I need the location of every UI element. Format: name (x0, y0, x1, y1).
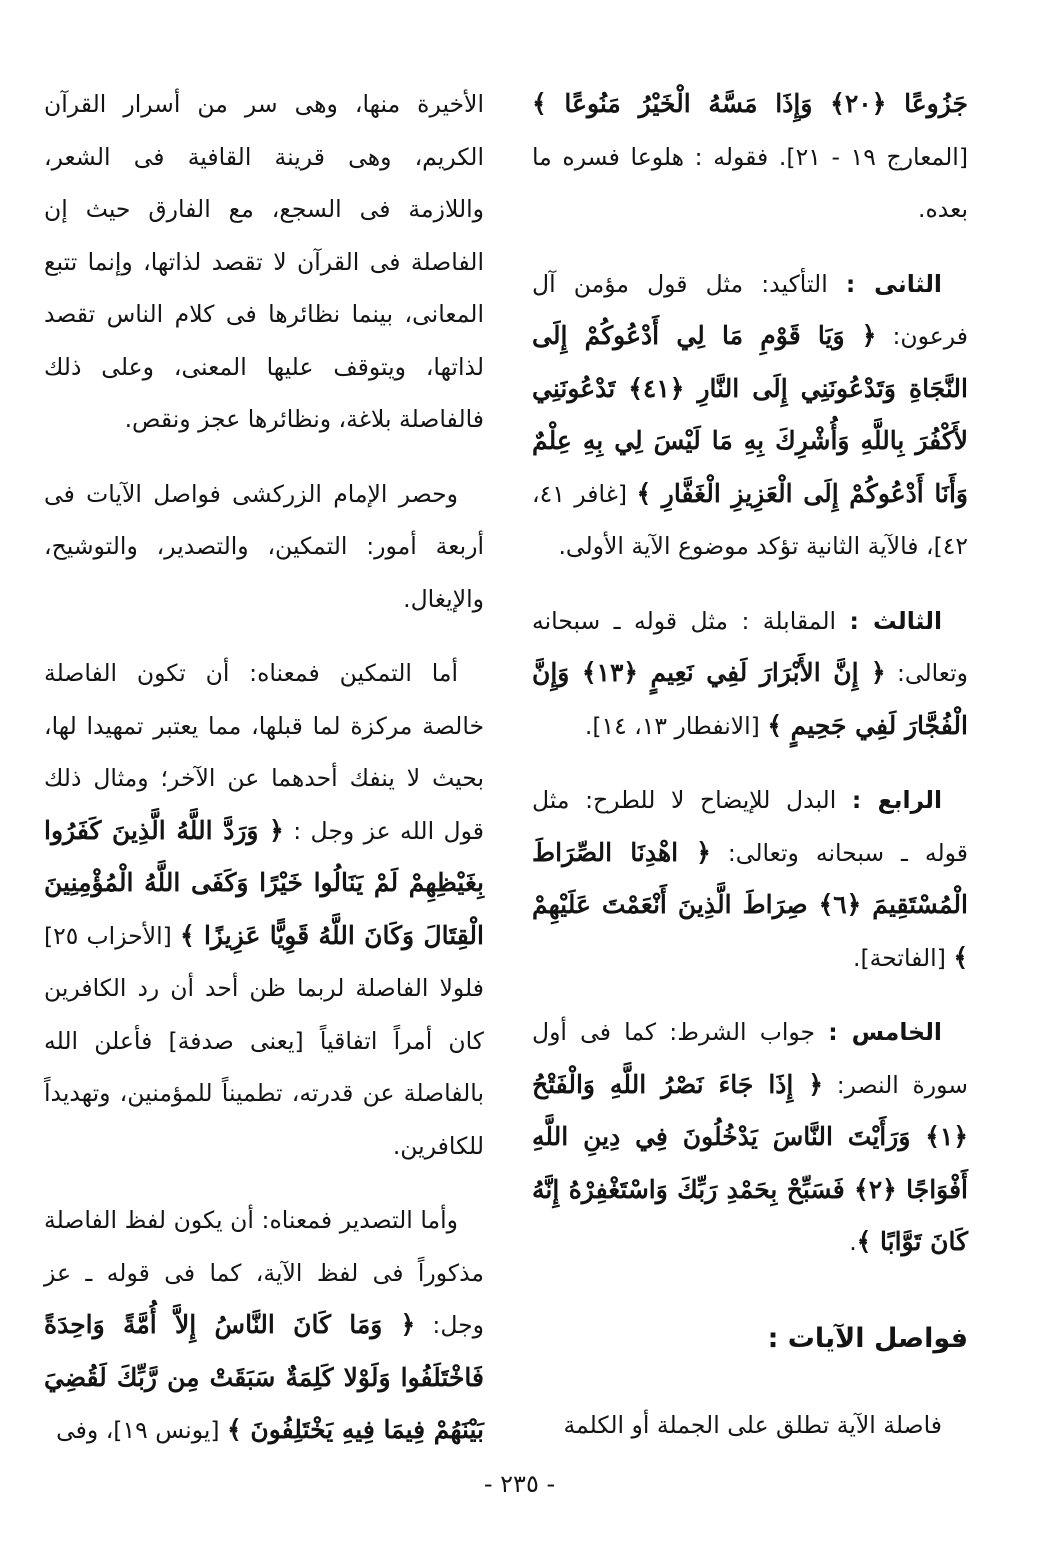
quran-quote: ﴿ إِذَا جَاءَ نَصْرُ اللَّهِ وَالْفَتْحُ ﴿١﴾ وَرَأَيْتَ النَّاسَ يَدْخُلُونَ فِي دِينِ اللَّهِ أَفْوَاجًا ﴿٢﴾ فَسَبِّحْ بِحَمْدِ رَبِّكَ وَاسْتَغْفِرْهُ إِنَّهُ كَانَ تَوَّابًا ﴾ (532, 1069, 968, 1256)
paragraph-text: [يونس ١٩]، وفى (56, 1416, 228, 1444)
paragraph-label: الخامس : (828, 1018, 942, 1046)
paragraph-fifth-type (532, 1006, 968, 1269)
left-column (44, 78, 484, 1479)
paragraph-text: أما التمكين فمعناه: أن تكون الفاصلة خالصة مركزة لما قبلها، مما يعتبر تمهيدا لها، بحيث لا ينفك أحدهما عن الآخر؛ ومثال ذلك قول الله عز وجل : (44, 659, 484, 845)
paragraph-continued-quote (532, 78, 968, 236)
paragraph-fourth-type (532, 774, 968, 984)
paragraph-text: [الأحزاب ٢٥] فلولا الفاصلة لربما ظن أحد أن رد الكافرين كان أمراً اتفاقياً [يعنى صدفة] فأعلن الله بالفاصلة عن قدرته، تطميناً للمؤمنين، وتهديداً للكافرين. (44, 921, 484, 1160)
quran-quote: ﴿ إِنَّ الأَبْرَارَ لَفِي نَعِيمٍ ﴿١٣﴾ وَإِنَّ الْفُجَّارَ لَفِي جَحِيمٍ ﴾ (532, 658, 968, 740)
quran-quote: ﴿ اهْدِنَا الصِّرَاطَ الْمُسْتَقِيمَ ﴿٦﴾ صِرَاطَ الَّذِينَ أَنْعَمْتَ عَلَيْهِمْ ﴾ (532, 837, 968, 972)
paragraph-label: الثالث : (849, 606, 943, 635)
paragraph-text: [الانفطار ١٣، ١٤]. (584, 711, 768, 740)
quran-quote: جَزُوعًا ﴿٢٠﴾ وَإِذَا مَسَّهُ الْخَيْرُ مَنُوعًا ﴾ (532, 89, 968, 118)
page-number: - ٢٣٥ - (483, 1470, 556, 1498)
paragraph-continued: الأخيرة منها، وهى سر من أسرار القرآن الكريم، وهى قرينة القافية فى الشعر، واللازمة فى السجع، مع الفارق حيث إن الفاصلة فى القرآن لا تقصد لذاتها، وإنما تتبع المعانى، بينما نظائرها فى كلام الناس تقصد لذاتها، ويتوقف عليها المعنى، وعلى ذلك فالفاصلة بلاغة، ونظائرها عجز ونقص. (44, 90, 484, 433)
paragraph-tasdeer (44, 1194, 484, 1457)
paragraph-third-type (532, 595, 968, 753)
paragraph-text: [المعارج ١٩ - ٢١]. فقوله : هلوعا فسره ما بعده. (532, 142, 968, 223)
paragraph-text: التأكيد: مثل قول مؤمن آل فرعون: (532, 269, 968, 350)
section-heading: فواصل الآيات : (767, 1322, 968, 1354)
paragraph-text: وأما التصدير فمعناه: أن يكون لفظ الفاصلة مذكوراً فى لفظ الآية، كما فى قوله ـ عز وجل: (44, 1206, 484, 1339)
quran-quote: ﴿ وَرَدَّ اللَّهُ الَّذِينَ كَفَرُوا بِغَيْظِهِمْ لَمْ يَنَالُوا خَيْرًا وَكَفَى اللَّهُ الْمُؤْمِنِينَ الْقِتَالَ وَكَانَ اللَّهُ قَوِيًّا عَزِيزًا ﴾ (44, 815, 484, 950)
paragraph-label: الثانى : (845, 269, 942, 298)
paragraph-text: [الفاتحة]. (853, 943, 954, 972)
paragraph-text: المقابلة : مثل قوله ـ سبحانه وتعالى: (532, 606, 968, 687)
paragraph-text: جواب الشرط: كما فى أول سورة النصر: (532, 1018, 968, 1099)
right-column (532, 78, 968, 1473)
paragraph-second-type (532, 258, 968, 573)
quran-quote: ﴿ وَمَا كَانَ النَّاسُ إِلاَّ أُمَّةً وَاحِدَةً فَاخْتَلَفُوا وَلَوْلا كَلِمَةٌ سَبَقَتْ مِن رَّبِّكَ لَقُضِيَ بَيْنَهُمْ فِيمَا فِيهِ يَخْتَلِفُونَ ﴾ (44, 1310, 484, 1444)
paragraph-definition: فاصلة الآية تطلق على الجملة أو الكلمة (563, 1410, 942, 1439)
paragraph-label: الرابع : (851, 786, 942, 814)
paragraph-tamkeen (44, 647, 484, 1172)
paragraph-zarkashi: وحصر الإمام الزركشى فواصل الآيات فى أربعة أمور: التمكين، والتصدير، والتوشيح، والإيغال. (44, 479, 484, 613)
paragraph-text: البدل للإيضاح لا للطرح: مثل قوله ـ سبحانه وتعالى: (532, 786, 968, 867)
paragraph-text: [غافر ٤١، ٤٢]، فالآية الثانية تؤكد موضوع الآية الأولى. (532, 479, 968, 560)
quran-quote: ﴿ وَيَا قَوْمِ مَا لِي أَدْعُوكُمْ إِلَى النَّجَاةِ وَتَدْعُونَنِي إِلَى النَّارِ ﴿٤١﴾ تَدْعُونَنِي لأَكْفُرَ بِاللَّهِ وَأُشْرِكَ بِهِ مَا لَيْسَ لِي بِهِ عِلْمٌ وَأَنَا أَدْعُوكُمْ إِلَى الْعَزِيزِ الْغَفَّارِ ﴾ (532, 321, 968, 508)
paragraph-text: . (849, 1228, 857, 1256)
